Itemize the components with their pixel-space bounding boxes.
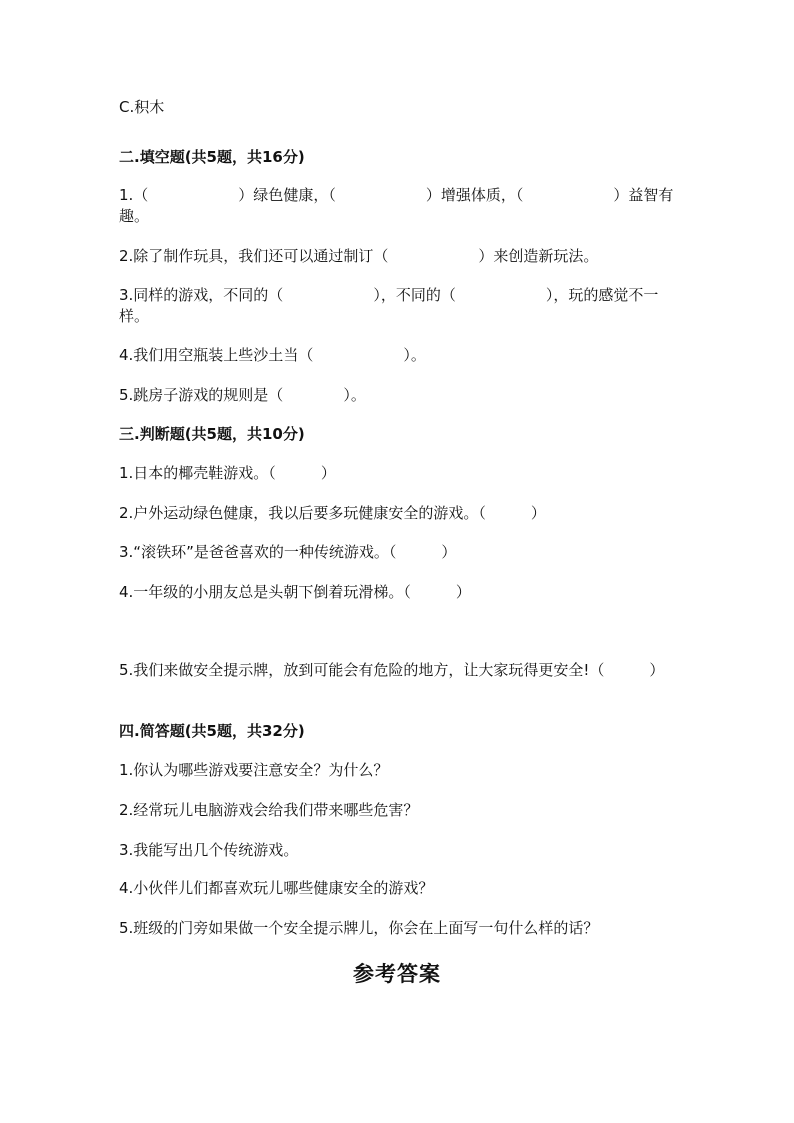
fill-question-1: 1.（ ）绿色健康，（ ）增强体质，（ ）益智有趣。 [119,186,674,225]
fill-question-2: 2.除了制作玩具，我们还可以通过制订（ ）来创造新玩法。 [119,247,599,265]
section-2-heading: 二.填空题(共5题，共16分) [119,148,305,166]
short-question-2: 2.经常玩儿电脑游戏会给我们带来哪些危害？ [119,801,419,819]
judge-question-4: 4.一年级的小朋友总是头朝下倒着玩滑梯。（ ） [119,583,471,601]
short-question-4: 4.小伙伴儿们都喜欢玩儿哪些健康安全的游戏？ [119,879,434,897]
judge-question-2: 2.户外运动绿色健康，我以后要多玩健康安全的游戏。（ ） [119,504,546,522]
fill-question-3: 3.同样的游戏，不同的（ ），不同的（ ），玩的感觉不一样。 [119,286,659,325]
section-4-heading: 四.简答题(共5题，共32分) [119,722,305,740]
judge-question-5: 5.我们来做安全提示牌，放到可能会有危险的地方，让大家玩得更安全!（ ） [119,661,665,679]
judge-question-3: 3.“滚铁环”是爸爸喜欢的一种传统游戏。（ ） [119,543,457,561]
option-c: C.积木 [119,98,165,116]
fill-question-5: 5.跳房子游戏的规则是（ ）。 [119,386,366,404]
section-3-heading: 三.判断题(共5题，共10分) [119,425,305,443]
answer-key-title: 参考答案 [353,961,441,986]
short-question-3: 3.我能写出几个传统游戏。 [119,841,299,859]
short-question-5: 5.班级的门旁如果做一个安全提示牌儿，你会在上面写一句什么样的话？ [119,919,599,937]
short-question-1: 1.你认为哪些游戏要注意安全？为什么？ [119,761,389,779]
judge-question-1: 1.日本的椰壳鞋游戏。（ ） [119,464,336,482]
fill-question-4: 4.我们用空瓶装上些沙土当（ ）。 [119,346,426,364]
